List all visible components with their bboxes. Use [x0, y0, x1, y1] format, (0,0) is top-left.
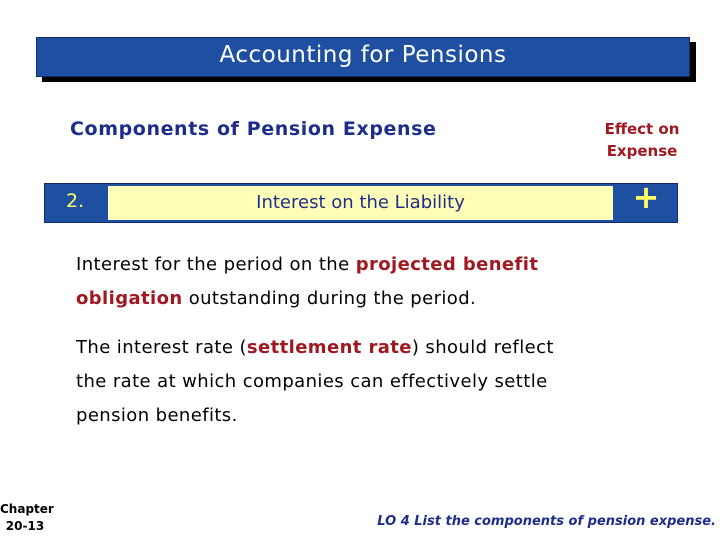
learning-objective: LO 4 List the components of pension expense.: [377, 514, 716, 529]
para1-post: outstanding during the period.: [182, 288, 477, 309]
effect-on-expense-heading: [584, 118, 700, 162]
component-number: 2.: [66, 190, 85, 212]
effect-heading-line1: Effect on: [604, 120, 680, 138]
paragraph-interest-definition: [76, 248, 666, 316]
para2-line3: pension benefits.: [76, 405, 238, 426]
term-projected-benefit: projected benefit: [355, 254, 539, 275]
term-obligation: obligation: [76, 288, 183, 309]
effect-heading-line2: Expense: [606, 142, 678, 160]
para2-line2: the rate at which companies can effectively settle: [76, 371, 548, 392]
component-label: Interest on the Liability: [256, 192, 465, 213]
component-effect-plus: +: [632, 178, 660, 216]
title-bar: [36, 37, 690, 77]
component-label-cell: [108, 186, 613, 220]
para2-post: ) should reflect: [411, 337, 554, 358]
chapter-label: Chapter: [0, 502, 54, 516]
para2-pre: The interest rate (: [76, 337, 247, 358]
para1-pre: Interest for the period on the: [76, 254, 356, 275]
chapter-number: 20-13: [5, 519, 45, 533]
term-settlement-rate: settlement rate: [246, 337, 412, 358]
components-heading: Components of Pension Expense: [70, 118, 437, 140]
slide-title: Accounting for Pensions: [219, 42, 507, 68]
chapter-marker: [0, 501, 54, 535]
paragraph-settlement-rate: [76, 331, 666, 433]
